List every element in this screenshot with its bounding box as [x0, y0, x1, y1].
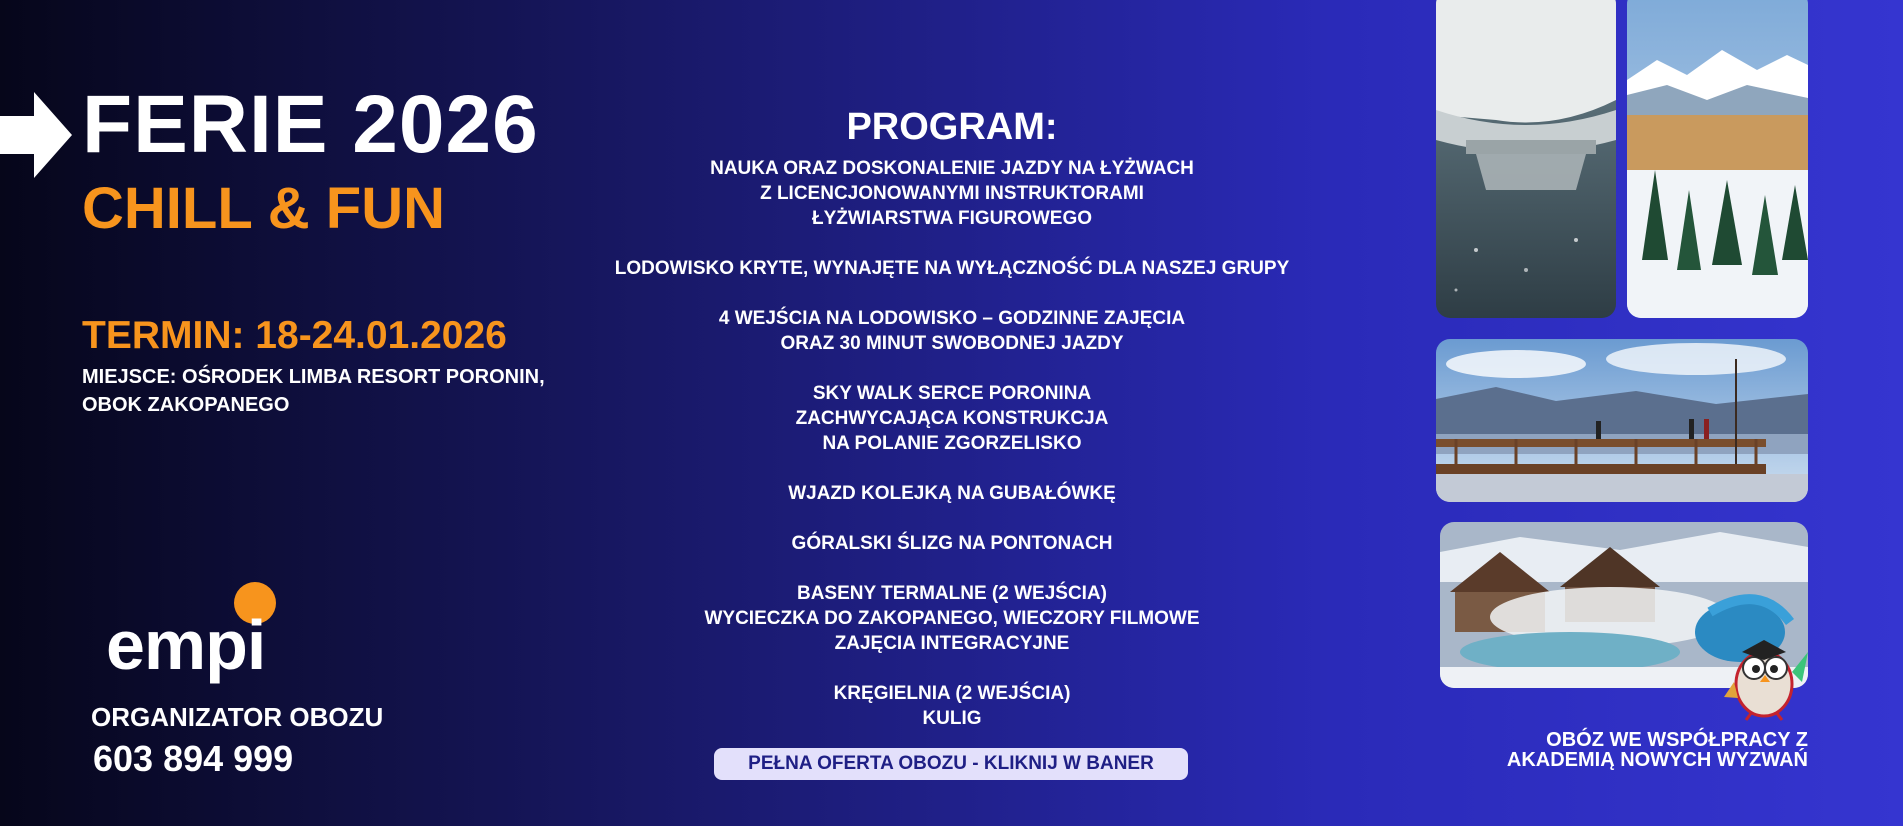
term-date: TERMIN: 18-24.01.2026 [82, 314, 507, 357]
program-line: ZACHWYCAJĄCA KONSTRUKCJA [795, 408, 1109, 429]
place-line: OBOK ZAKOPANEGO [82, 394, 290, 416]
winter-forest-photo [1627, 0, 1808, 318]
banner-subtitle: CHILL & FUN [82, 176, 446, 241]
organizer-phone[interactable]: 603 894 999 [93, 738, 294, 779]
program-line: Z LICENCJONOWANYMI INSTRUKTORAMI [760, 183, 1144, 204]
organizer-label: ORGANIZATOR OBOZU [91, 702, 384, 732]
program-line: NA POLANIE ZGORZELISKO [822, 433, 1082, 454]
program-line: NAUKA ORAZ DOSKONALENIE JAZDY NA ŁYŻWACH [710, 158, 1194, 179]
program-section [590, 104, 1314, 756]
program-item [590, 581, 1314, 656]
program-item [590, 531, 1314, 556]
ice-skate-photo [1436, 0, 1616, 318]
program-line: WYCIECZKA DO ZAKOPANEGO, WIECZORY FILMOWE [704, 608, 1200, 629]
arrow-right-icon [0, 92, 72, 178]
full-offer-button[interactable]: PEŁNA OFERTA OBOZU - KLIKNIJ W BANER [714, 748, 1188, 780]
program-item [590, 381, 1314, 456]
empi-logo: empi [106, 606, 266, 684]
program-line: SKY WALK SERCE PORONINA [812, 383, 1092, 404]
program-line: KRĘGIELNIA (2 WEJŚCIA) [833, 683, 1071, 704]
program-heading: PROGRAM: [846, 106, 1058, 148]
sky-walk-photo [1436, 339, 1808, 502]
program-line: KULIG [922, 708, 982, 729]
program-line: BASENY TERMALNE (2 WEJŚCIA) [796, 583, 1107, 604]
place-info [82, 363, 602, 419]
banner-title: FERIE 2026 [82, 79, 539, 170]
program-item [590, 156, 1314, 231]
program-item [590, 681, 1314, 731]
program-line: LODOWISKO KRYTE, WYNAJĘTE NA WYŁĄCZNOŚĆ DLA NASZEJ GRUPY [614, 258, 1290, 279]
place-line: MIEJSCE: OŚRODEK LIMBA RESORT PORONIN, [82, 366, 545, 388]
program-line: WJAZD KOLEJKĄ NA GUBAŁÓWKĘ [788, 483, 1116, 504]
program-line: 4 WEJŚCIA NA LODOWISKO – GODZINNE ZAJĘCIA [718, 308, 1186, 329]
program-item [590, 481, 1314, 506]
partner-note [1450, 730, 1808, 770]
program-line: ORAZ 30 MINUT SWOBODNEJ JAZDY [780, 333, 1124, 354]
program-line: ŁYŻWIARSTWA FIGUROWEGO [811, 208, 1093, 229]
partner-line: OBÓZ WE WSPÓŁPRACY Z [1546, 729, 1808, 751]
program-line: GÓRALSKI ŚLIZG NA PONTONACH [791, 533, 1113, 554]
program-line: ZAJĘCIA INTEGRACYJNE [834, 633, 1070, 654]
partner-line: AKADEMIĄ NOWYCH WYZWAŃ [1506, 749, 1808, 771]
owl-mascot-icon [1722, 612, 1812, 722]
program-item [590, 306, 1314, 356]
program-item [590, 256, 1314, 281]
